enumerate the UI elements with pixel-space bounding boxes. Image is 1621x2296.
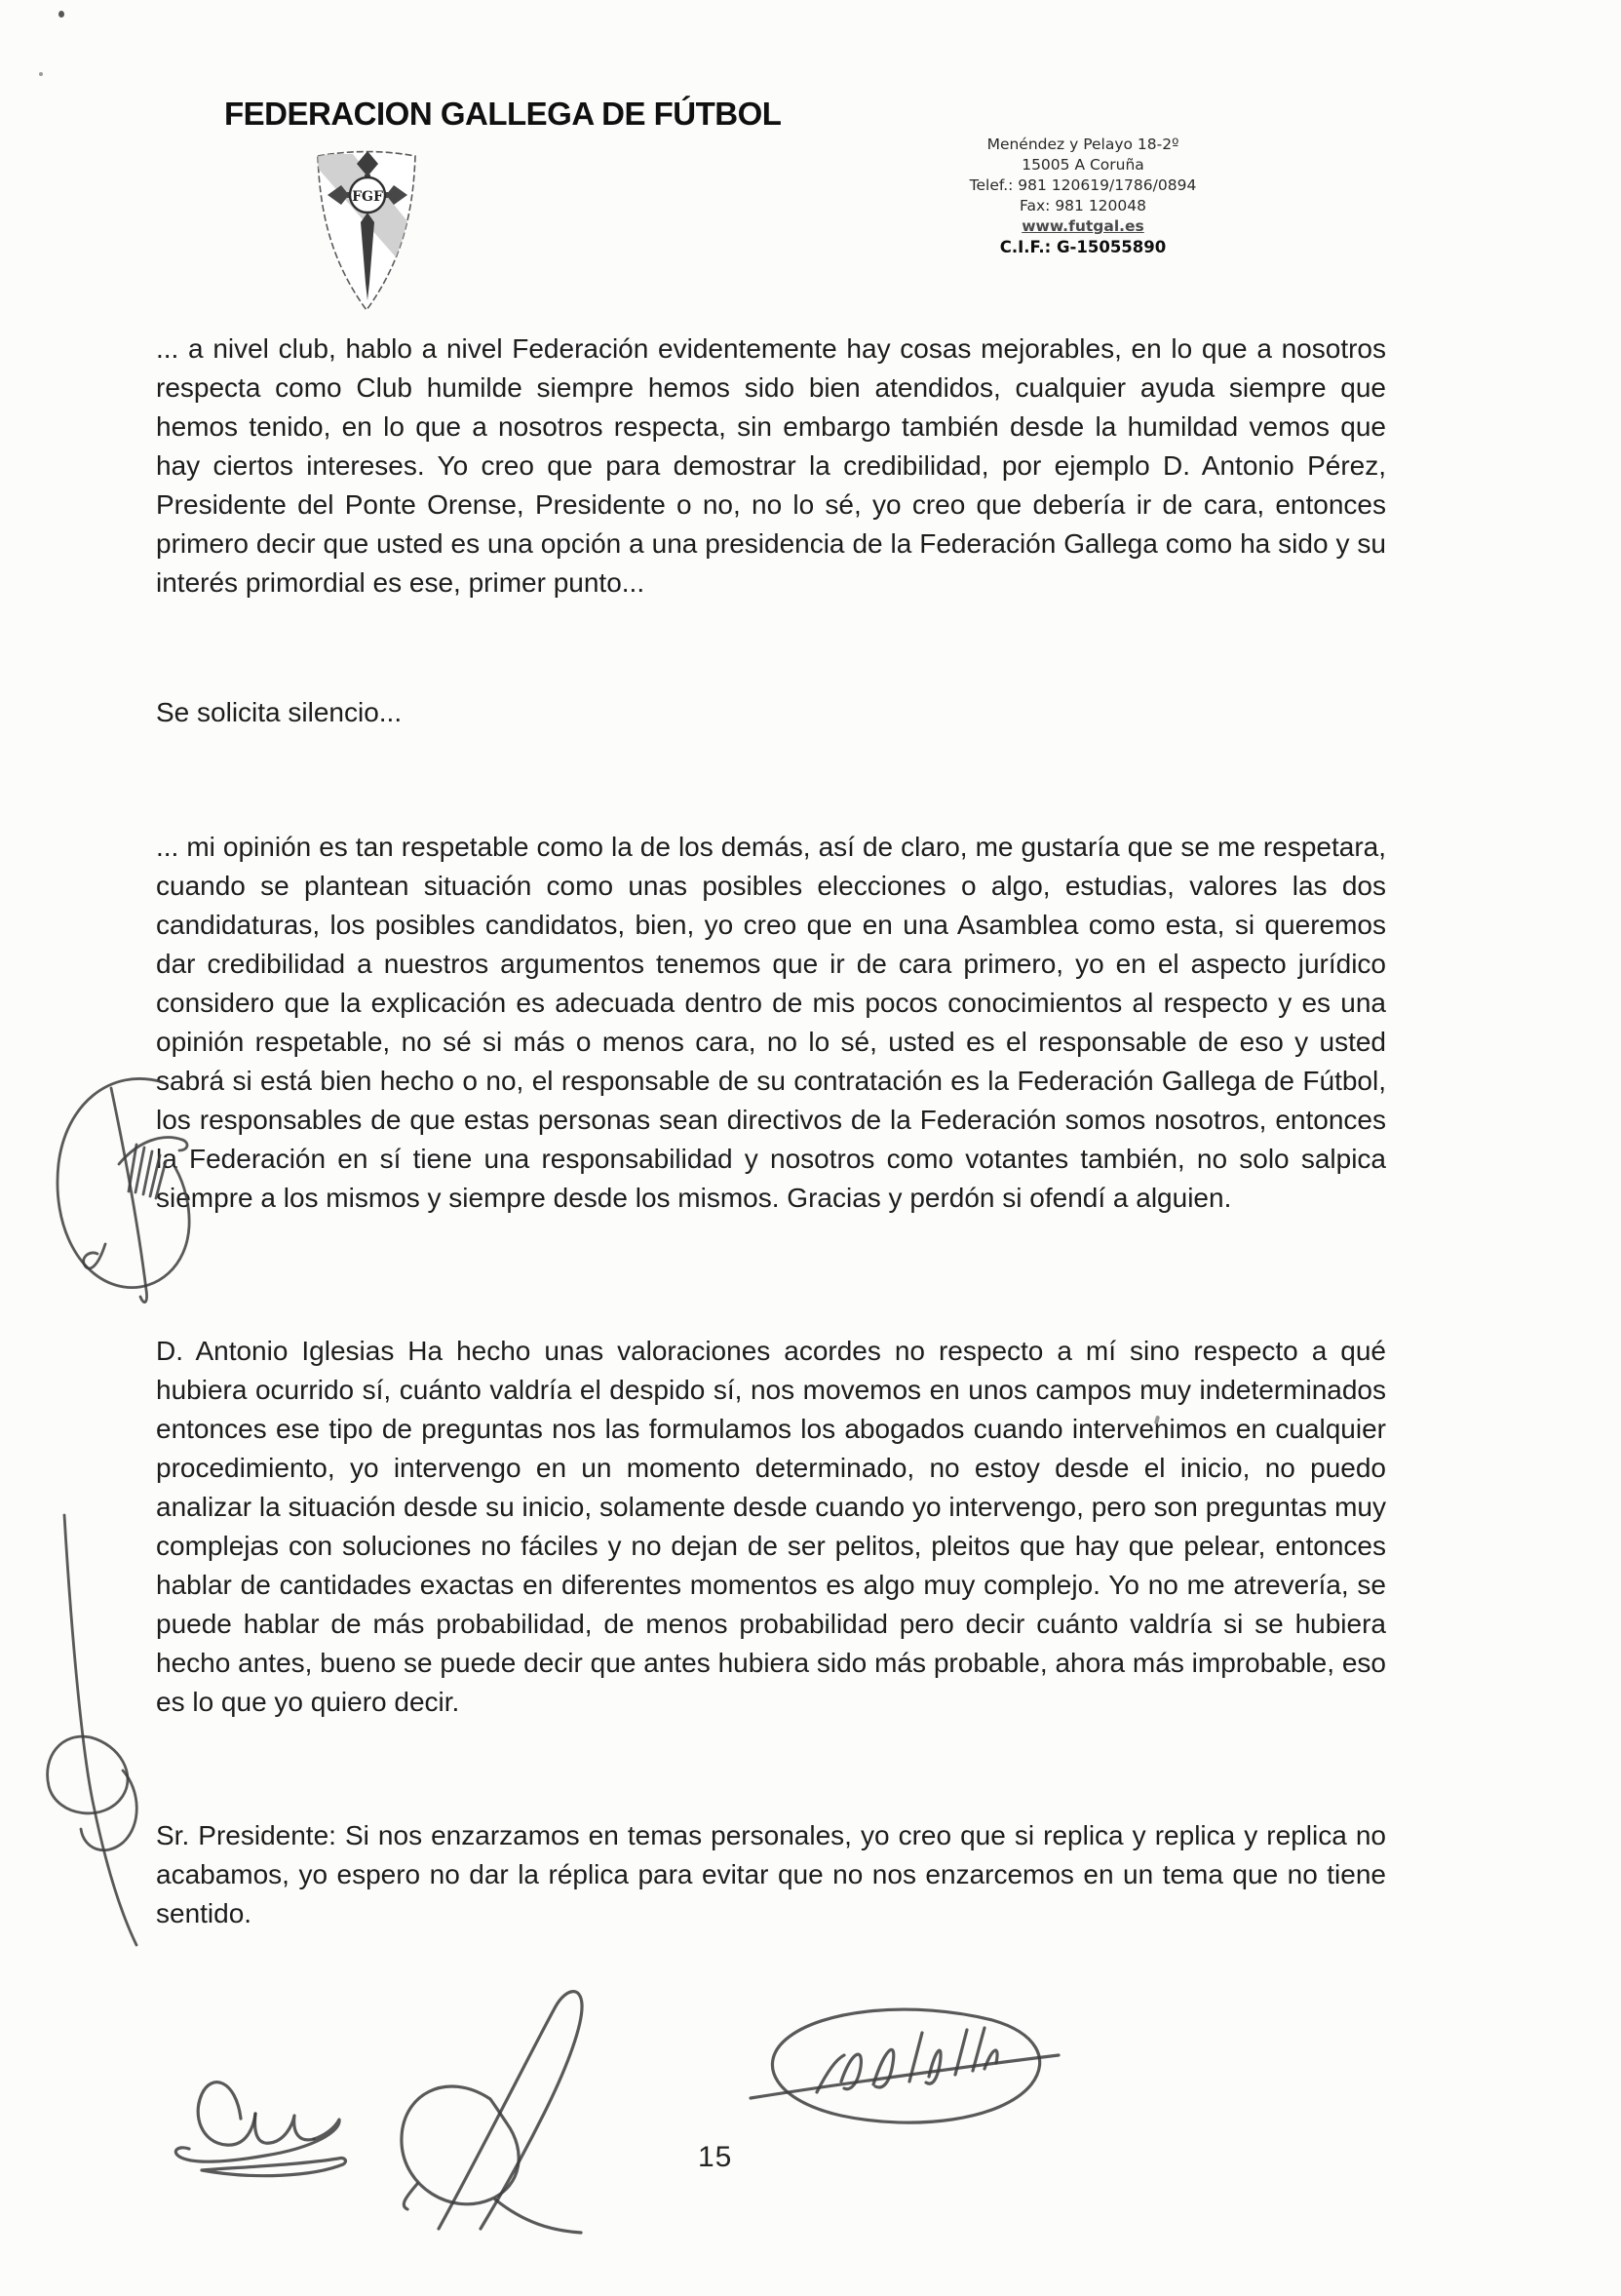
paragraph-opinion-statement: ... mi opinión es tan respetable como la de los demás, así de claro, me gustaría que se me respetara, cuando se plantean situación como unas posibles elecciones o algo, estudias, valores las dos candidaturas, los posibles candidatos, bien, yo creo que en una Asamblea como esta, si queremos dar credibilidad a nuestros argumentos tenemos que ir de cara primero, yo en el aspecto jurídico considero que la explicación es adecuada dentro de mis pocos conocimientos al respecto y es una opinión respetable, no sé si más o menos cara, no lo sé, usted es el responsable de eso y usted sabrá si está bien hecho o no, el responsable de su contratación es la Federación Gallega de Fútbol, los responsables de que estas personas sean directivos de la Federación somos nosotros, entonces la Federación en sí tiene una responsabilidad y nosotros como votantes también, no solo salpica siempre a los mismos y siempre desde los mismos. Gracias y perdón si ofendí a alguien.: [156, 832, 1386, 1213]
scan-speck: [39, 72, 43, 76]
scan-speck: [58, 11, 64, 18]
signature-bottom-right: [749, 1999, 1061, 2145]
signature-bottom-left: [168, 2055, 353, 2192]
contact-address-line1: Menéndez y Pelayo 18-2º: [986, 136, 1179, 153]
paragraph-silence-request: Se solicita silencio...: [156, 697, 403, 727]
crest-shield-icon: [312, 148, 421, 316]
contact-phone: Telef.: 981 120619/1786/0894: [969, 176, 1197, 194]
transcript-body: [156, 330, 1386, 1933]
signature-bottom-center: [388, 1977, 627, 2236]
contact-website-link: www.futgal.es: [1022, 217, 1144, 235]
federation-crest: [312, 148, 421, 316]
margin-signature-scribble-1: [51, 1070, 207, 1309]
page-number: 15: [698, 2141, 733, 2173]
crest-monogram: FGF: [352, 189, 383, 205]
contact-fax: Fax: 981 120048: [1020, 197, 1146, 214]
margin-signature-scribble-2: [37, 1513, 154, 1947]
org-title: FEDERACION GALLEGA DE FÚTBOL: [224, 96, 782, 132]
paragraph-antonio-iglesias: D. Antonio Iglesias Ha hecho unas valoraciones acordes no respecto a mí sino respecto a qué hubiera ocurrido sí, cuánto valdría el despido sí, nos movemos en unos campos muy indeterminados entonces ese tipo de preguntas nos las formulamos los abogados cuando intervenimos en cualquier procedimiento, yo intervengo en un momento determinado, no estoy desde el inicio, no puedo analizar la situación desde su inicio, solamente desde cuando yo intervengo, pero son preguntas muy complejas con soluciones no fáciles y no dejan de ser pelitos, pleitos que hay que pelear, entonces hablar de cantidades exactas en diferentes momentos es algo muy complejo. Yo no me atrevería, se puede hablar de más probabilidad, de menos probabilidad pero decir cuánto valdría si se hubiera hecho antes, bueno se puede decir que antes hubiera sido más probable, ahora más improbable, eso es lo que yo quiero decir.: [156, 1336, 1386, 1717]
paragraph-club-statement: ... a nivel club, hablo a nivel Federación evidentemente hay cosas mejorables, en lo que a nosotros respecta como Club humilde siempre hemos sido bien atendidos, cualquier ayuda siempre que hemos tenido, en lo que a nosotros respecta, sin embargo también desde la humildad vemos que hay ciertos intereses. Yo creo que para demostrar la credibilidad, por ejemplo D. Antonio Pérez, Presidente del Ponte Orense, Presidente o no, no lo sé, yo creo que debería ir de cara, entonces primero decir que usted es una opción a una presidencia de la Federación Gallega como ha sido y su interés primordial es ese, primer punto...: [156, 333, 1386, 598]
contact-block: [922, 135, 1244, 257]
contact-cif: C.I.F.: G-15055890: [999, 238, 1167, 256]
contact-address-line2: 15005 A Coruña: [1022, 156, 1144, 174]
paragraph-president-closing: Sr. Presidente: Si nos enzarzamos en temas personales, yo creo que si replica y replica y replica no acabamos, yo espero no dar la réplica para evitar que no nos enzarcemos en un tema que no tiene sentido.: [156, 1820, 1386, 1928]
